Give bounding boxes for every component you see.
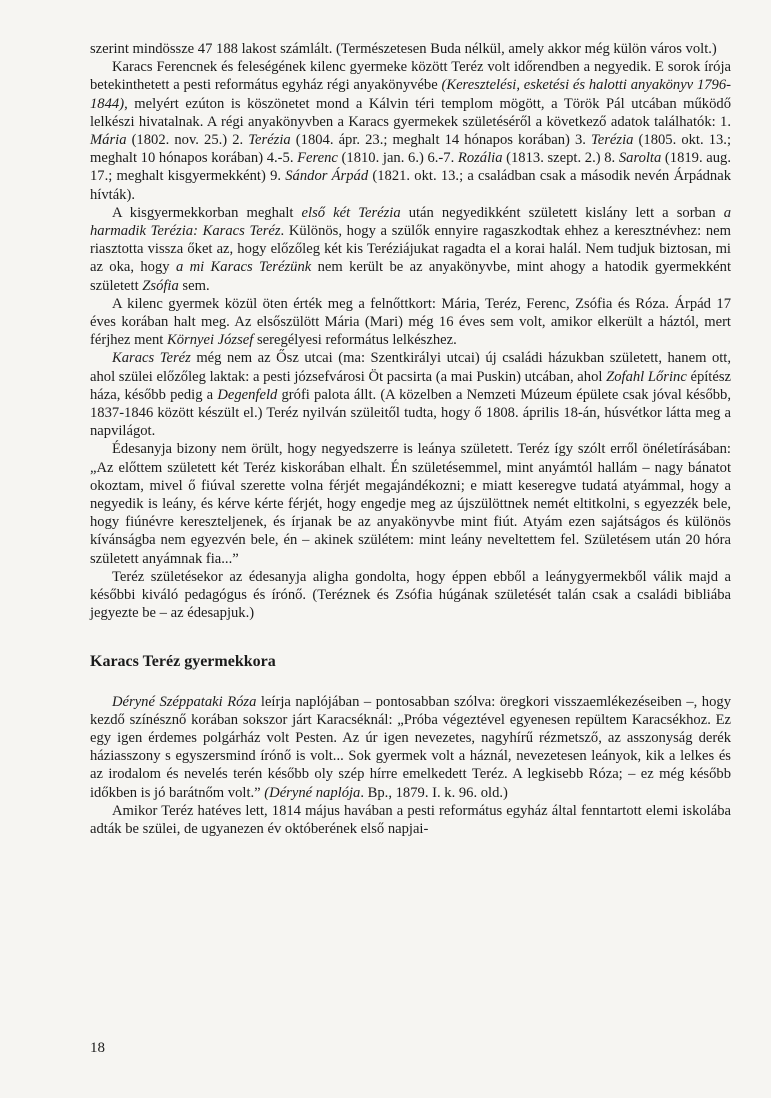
paragraph: Amikor Teréz hatéves lett, 1814 május havában a pesti református egyház által fenntartott elemi iskolába adták be szülei, de ugyanezen év októberének első napjai- <box>90 802 731 837</box>
paragraph: Édesanyja bizony nem örült, hogy negyedszerre is leánya született. Teréz így szólt erről önéletírásában: „Az előttem született két Teréz kiskorában elhalt. Én születésemmel, mint anyámtól hallám – nagy bánatot okoztam, mivel ő fiúval szerette volna férjét megajándékozni; e miatt keseregve tudatá atyámmal, hogy a negyedik is leány, és kérve kérte férjét, hogy engedje meg az újszülöttnek nemét eltitkolni, s egyezzék bele, hogy fiúnévre kereszteljenek, és írjanak be az anyakönyvbe mint fiút. Atyám ezen sajátságos és különös kívánságba nem egyezvén bele, én – akinek szülétem: mint leány neveltettem fel. Születésem után 20 hóra született anyámnak fia...” <box>90 441 731 567</box>
paragraph: szerint mindössze 47 188 lakost számlált. (Természetesen Buda nélkül, amely akkor még külön város volt.) <box>90 41 717 57</box>
paragraph: Karacs Teréz még nem az Ősz utcai (ma: Szentkirályi utcai) új családi házukban született, hanem ott, ahol szülei előzőleg laktak: a pesti józsefvárosi Öt pacsirta (a mai Puskin) utcában, ahol Zofahl Lőrinc építész háza, később pedig a Degenfeld grófi palota állt. (A közelben a Nemzeti Múzeum épülete csak jóval később, 1837-1846 között készült el.) Teréz nyilván szüleitől tudta, hogy ő 1808. április 18-án, húsvétkor látta meg a napvilágot. <box>90 350 732 440</box>
body-text-bottom <box>90 693 731 839</box>
page-number: 18 <box>90 1040 105 1056</box>
paragraph: Déryné Széppataki Róza leírja naplójában – pontosabban szólva: öregkori visszaemlékezéseiben –, hogy kezdő színésznő korában sokszor járt Karacséknál: „Próba végeztével egyenesen repültem Karacsékhoz. Ez egy igen érdemes polgárház volt Pesten. Az úr igen nevezetes, nagyhírű rézmetsző, az asszonyság derék háziasszony s egyszersmind írónő is volt... Sok gyermek volt a háznál, nevezetesen leányok, kik a lelkes és az irodalom és nevelés terén később oly szép hírre emelkedett Teréz. A legkisebb Róza; – ez még később időkben is jó barátnőm volt.” (Déryné naplója. Bp., 1879. I. k. 96. old.) <box>90 693 731 801</box>
paragraph: A kilenc gyermek közül öten érték meg a felnőttkort: Mária, Teréz, Ferenc, Zsófia és Róza. Árpád 17 éves korában halt meg. Az elsőszülött Mária (Mari) még 16 éves sem volt, amikor elkerült a háztól, mert férjhez ment Környei József seregélyesi református lelkészhez. <box>90 295 731 349</box>
section-heading: Karacs Teréz gyermekkora <box>90 652 276 670</box>
body-text-top <box>90 40 731 623</box>
paragraph: Teréz születésekor az édesanyja aligha gondolta, hogy éppen ebből a leánygyermekből válik majd a későbbi kiváló pedagógus és írónő. (Teréznek és Zsófia húgának születését talán csak a családi bibliába jegyezte be – az édesapjuk.) <box>90 568 731 622</box>
paragraph: Karacs Ferencnek és feleségének kilenc gyermeke között Teréz volt időrendben a negyedik. E sorok írója betekinthetett a pesti református egyház régi anyakönyvébe (Keresztelési, esketési és halotti anyakönyv 1796-1844), melyért ezúton is köszönetet mond a Kálvin téri templom mögött, a Török Pál utcában működő lelkészi hivatalnak. A régi anyakönyvben a Karacs gyermekek születéséről a következő adatok találhatók: 1. Mária (1802. nov. 25.) 2. Terézia (1804. ápr. 23.; meghalt 14 hónapos korában) 3. Terézia (1805. okt. 13.; meghalt 10 hónapos korában) 4.-5. Ferenc (1810. jan. 6.) 6.-7. Rozália (1813. szept. 2.) 8. Sarolta (1819. aug. 17.; meghalt kisgyermekként) 9. Sándor Árpád (1821. okt. 13.; a családban csak a második nevén Árpádnak hívták). <box>90 59 731 203</box>
paragraph: A kisgyermekkorban meghalt első két Terézia után negyedikként született kislány lett a sorban a harmadik Terézia: Karacs Teréz. Különös, hogy a szülők ennyire ragaszkodtak ehhez a keresztnévhez: nem riasztotta vissza őket az, hogy előzőleg két kis Teréziájukat ragadta el a korai halál. Nem tudjuk biztosan, mi az oka, hogy a mi Karacs Terézünk nem került be az anyakönyvbe, mint ahogy a hatodik gyermekként született Zsófia sem. <box>90 204 731 294</box>
